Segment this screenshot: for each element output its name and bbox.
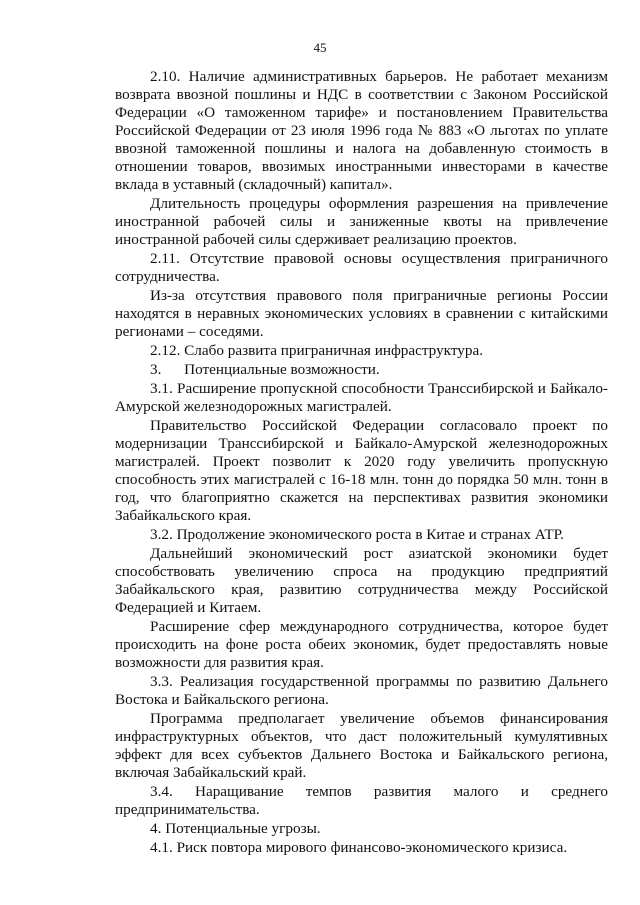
paragraph-program: Программа предполагает увеличение объемов финансирования инфраструктурных объектов, что даст положительный кумулятивных эффект для всех субъектов Дальнего Востока и Байкальского региона, включая Забайкальский край. bbox=[115, 710, 608, 781]
page-number: 45 bbox=[313, 40, 327, 55]
paragraph-cooperation: Расширение сфер международного сотрудничества, которое будет происходить на фоне роста обеих экономик, будет предоставлять новые возможности для развития края. bbox=[115, 618, 608, 671]
document-body bbox=[115, 68, 608, 858]
paragraph-4-heading: 4. Потенциальные угрозы. bbox=[150, 820, 321, 837]
paragraph-2-11: 2.11. Отсутствие правовой основы осуществления приграничного сотрудничества. bbox=[115, 250, 608, 285]
paragraph-3-2: 3.2. Продолжение экономического роста в Китае и странах АТР. bbox=[150, 526, 564, 543]
paragraph-2-10: 2.10. Наличие административных барьеров. Не работает механизм возврата ввозной пошлины и НДС в соответствии с Законом Российской Федерации «О таможенном тарифе» и постановлением Правительства Российской Федерации от 23 июля 1996 года № 883 «О льготах по уплате ввозной таможенной пошлины и налога на добавленную стоимость в отношении товаров, ввозимых иностранными инвесторами в качестве вклада в уставный (складочный) капитал». bbox=[115, 68, 608, 193]
paragraph-asian-growth: Дальнейший экономический рост азиатской экономики будет способствовать увеличению спроса на продукцию предприятий Забайкальского края, развитию сотрудничества между Российской Федерацией и Китаем. bbox=[115, 545, 608, 616]
paragraph-4-1: 4.1. Риск повтора мирового финансово-экономического кризиса. bbox=[150, 839, 568, 856]
paragraph-3-4: 3.4. Наращивание темпов развития малого и среднего предпринимательства. bbox=[115, 783, 608, 818]
paragraph-2-12: 2.12. Слабо развита приграничная инфраструктура. bbox=[150, 342, 484, 359]
paragraph-3-heading: 3. Потенциальные возможности. bbox=[150, 361, 380, 378]
paragraph-border-regions: Из-за отсутствия правового поля приграничные регионы России находятся в неравных экономических условиях в сравнении с китайскими регионами – соседями. bbox=[115, 287, 608, 340]
paragraph-3-1: 3.1. Расширение пропускной способности Транссибирской и Байкало-Амурской железнодорожных магистралей. bbox=[115, 380, 608, 415]
paragraph-labor-permits: Длительность процедуры оформления разрешения на привлечение иностранной рабочей силы и заниженные квоты на привлечение иностранной рабочей силы сдерживает реализацию проектов. bbox=[115, 195, 608, 248]
paragraph-3-3: 3.3. Реализация государственной программы по развитию Дальнего Востока и Байкальского региона. bbox=[115, 673, 608, 708]
paragraph-railway-modernization: Правительство Российской Федерации согласовало проект по модернизации Транссибирской и Байкало-Амурской железнодорожных магистралей. Проект позволит к 2020 году увеличить пропускную способность этих магистралей с 16-18 млн. тонн до порядка 50 млн. тонн в год, что благоприятно скажется на перспективах развития экономики Забайкальского края. bbox=[115, 417, 608, 524]
